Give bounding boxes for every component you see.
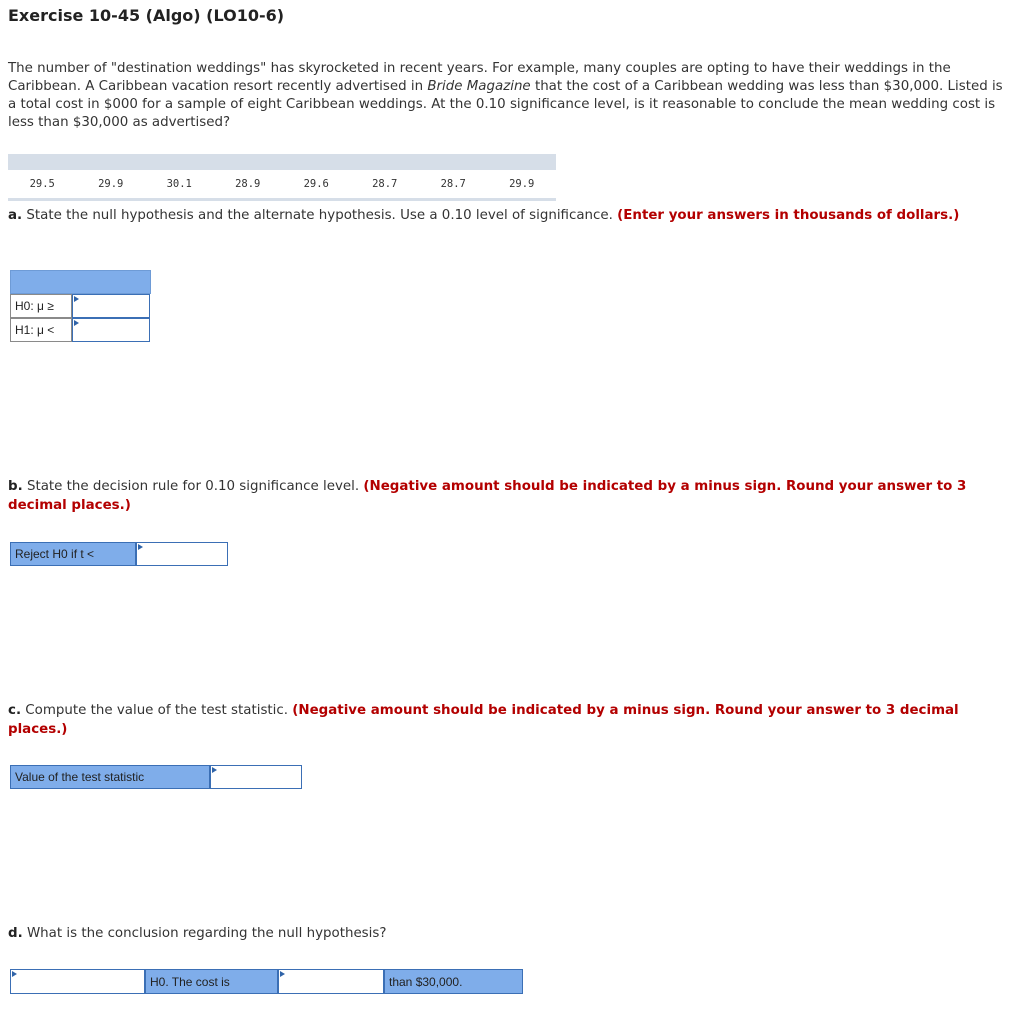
question-b — [8, 477, 1003, 515]
conclusion-select-1[interactable] — [10, 969, 145, 994]
question-d — [8, 924, 1003, 943]
table-cell: 28.7 — [372, 178, 398, 190]
problem-statement — [8, 60, 1003, 132]
intro-part1: The number of "destination weddings" has skyrocketed in recent years. For example, many couples are opting to have their weddings in the Caribbean. A Caribbean vacation resort recently advertised in — [8, 61, 951, 94]
conclusion-middle-label: H0. The cost is — [145, 969, 278, 994]
h1-value-input[interactable] — [72, 318, 150, 342]
magazine-name: Bride Magazine — [427, 79, 531, 94]
intro-part2: that the cost of a Caribbean wedding was less than $30,000. Listed is a total cost in $000 for a sample of eight Caribbean weddings. At the 0.10 significance level, is it reasonable to conclude the mean wedding cost is less than $30,000 as advertised? — [8, 79, 1003, 130]
page-title: Exercise 10-45 (Algo) (LO10-6) — [8, 6, 285, 25]
conclusion-end-label: than $30,000. — [384, 969, 523, 994]
question-d-letter: d. — [8, 926, 23, 941]
question-d-text: What is the conclusion regarding the null hypothesis? — [22, 926, 387, 941]
table-row — [8, 170, 556, 201]
table-cell: 29.6 — [303, 178, 329, 190]
question-c-instruction: (Negative amount should be indicated by a minus sign. Round your answer to 3 decimal places.) — [8, 703, 959, 737]
question-c-text: Compute the value of the test statistic. — [21, 703, 293, 718]
h0-label: H0: μ ≥ — [10, 294, 72, 318]
hypothesis-table-header — [10, 270, 151, 294]
question-a-instruction: (Enter your answers in thousands of dollars.) — [617, 208, 960, 223]
sample-data-table — [8, 154, 556, 201]
table-cell: 29.5 — [29, 178, 55, 190]
question-b-text: State the decision rule for 0.10 significance level. — [22, 479, 364, 494]
test-statistic-label: Value of the test statistic — [10, 765, 210, 789]
decision-rule-label: Reject H0 if t < — [10, 542, 136, 566]
question-a-letter: a. — [8, 208, 23, 223]
question-c-letter: c. — [8, 703, 22, 718]
question-b-instruction: (Negative amount should be indicated by a minus sign. Round your answer to 3 decimal places.) — [8, 479, 967, 513]
table-cell: 29.9 — [509, 178, 535, 190]
h1-label: H1: μ < — [10, 318, 72, 342]
question-b-letter: b. — [8, 479, 23, 494]
table-cell: 28.7 — [440, 178, 466, 190]
h0-value-input[interactable] — [72, 294, 150, 318]
table-header — [8, 154, 556, 170]
table-cell: 30.1 — [166, 178, 192, 190]
question-c — [8, 701, 1003, 739]
question-a-text: State the null hypothesis and the alternate hypothesis. Use a 0.10 level of significance. — [22, 208, 618, 223]
decision-rule-input[interactable] — [136, 542, 228, 566]
test-statistic-input[interactable] — [210, 765, 302, 789]
question-a — [8, 206, 968, 225]
table-cell: 28.9 — [235, 178, 261, 190]
conclusion-select-2[interactable] — [278, 969, 384, 994]
table-cell: 29.9 — [98, 178, 124, 190]
